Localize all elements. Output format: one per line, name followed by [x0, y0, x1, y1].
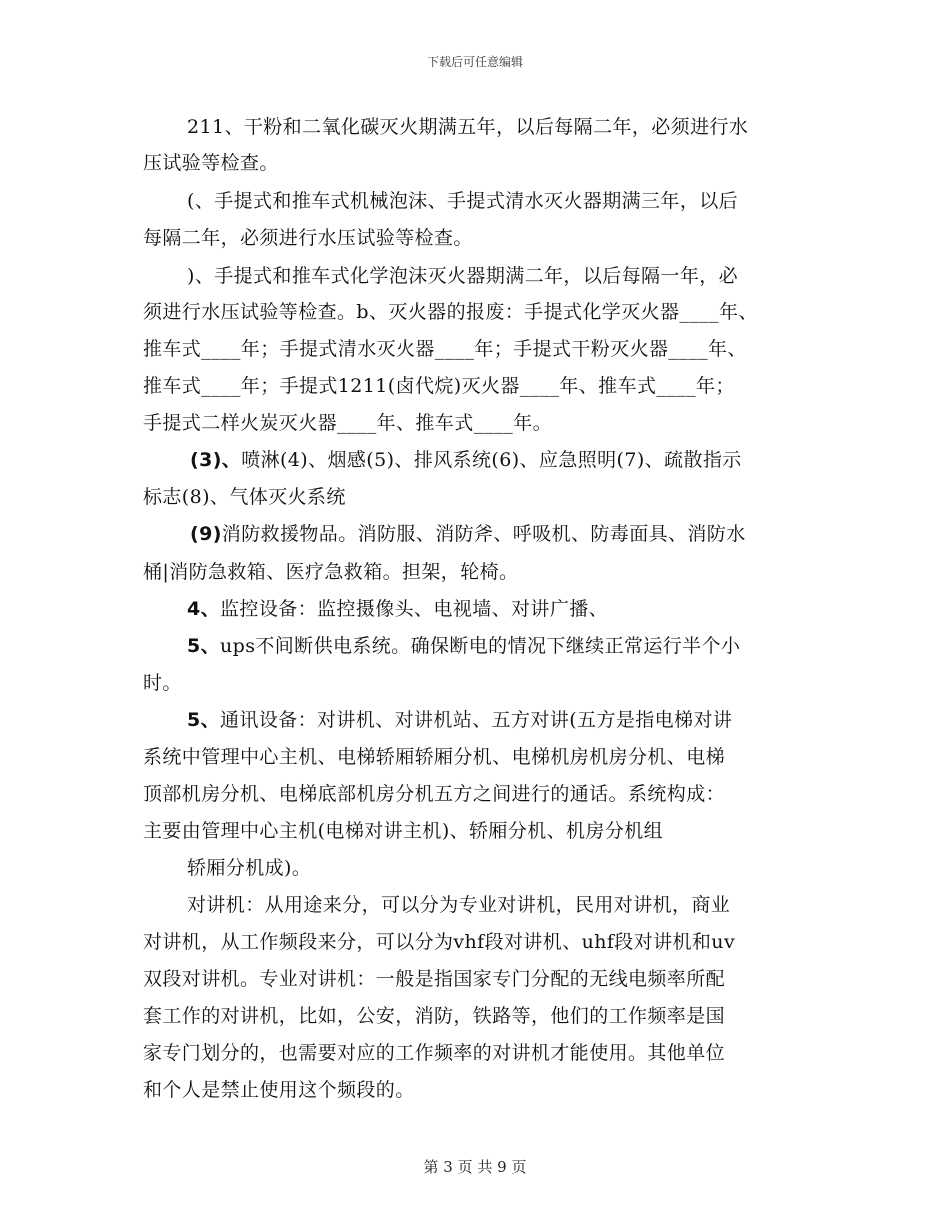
- text-line: 标志(8)、气体灭火系统: [143, 486, 346, 508]
- text-line: (、手提式和推车式机械泡沫、手提式清水灭火器期满三年，以后: [187, 190, 739, 212]
- text-line: 211、干粉和二氧化碳灭火期满五年，以后每隔二年，必须进行水: [187, 116, 749, 138]
- text-line: )、手提式和推车式化学泡沫灭火器期满二年，以后每隔一年，必: [187, 265, 739, 287]
- text-line: 手提式二样火炭灭火器____年、推车式____年。: [143, 412, 553, 434]
- item-number: 5、: [187, 709, 221, 731]
- text-line: 双段对讲机。专业对讲机：一般是指国家专门分配的无线电频率所配: [143, 968, 726, 990]
- page-footer: 第 3 页 共 9 页: [423, 1158, 527, 1176]
- item-number: (3)、: [190, 449, 242, 471]
- text-line-with-marker: [187, 597, 608, 621]
- text-line: 对讲机，从工作频段来分，可以分为vhf段对讲机、uhf段对讲机和uv: [143, 931, 736, 953]
- text-line: 轿厢分机成)。: [187, 857, 312, 879]
- text-line-with-marker: [190, 448, 742, 472]
- text-line-with-marker: [190, 522, 746, 546]
- text-line: 通讯设备：对讲机、对讲机站、五方对讲(五方是指电梯对讲: [220, 709, 733, 731]
- text-line: 每隔二年，必须进行水压试验等检查。: [143, 227, 473, 249]
- text-line: 须进行水压试验等检查。b、灭火器的报废：手提式化学灭火器____年、: [143, 301, 758, 323]
- text-line-with-marker: [187, 708, 732, 732]
- page-header: 下载后可任意编辑: [426, 55, 523, 69]
- text-line: 套工作的对讲机，比如，公安，消防，铁路等，他们的工作频率是国: [143, 1005, 726, 1027]
- text-line-with-marker: [187, 634, 740, 658]
- text-line: 家专门划分的，也需要对应的工作频率的对讲机才能使用。其他单位: [143, 1042, 726, 1064]
- text-line: 消防救援物品。消防服、消防斧、呼吸机、防毒面具、消防水: [221, 523, 746, 545]
- text-line: ups不间断供电系统。确保断电的情况下继续正常运行半个小: [220, 635, 741, 657]
- text-line: 压试验等检查。: [143, 152, 279, 174]
- text-line: 和个人是禁止使用这个频段的。: [143, 1079, 415, 1101]
- text-line: 监控设备：监控摄像头、电视墙、对讲广播、: [220, 598, 609, 620]
- text-line: 喷淋(4)、烟感(5)、排风系统(6)、应急照明(7)、疏散指示: [241, 449, 742, 471]
- text-line: 对讲机：从用途来分，可以分为专业对讲机，民用对讲机，商业: [187, 894, 731, 916]
- text-line: 主要由管理中心主机(电梯对讲主机)、轿厢分机、机房分机组: [143, 820, 664, 842]
- item-number: (9): [190, 523, 222, 545]
- item-number: 5、: [187, 635, 221, 657]
- text-line: 系统中管理中心主机、电梯轿厢轿厢分机、电梯机房机房分机、电梯: [143, 746, 726, 768]
- text-line: 推车式____年；手提式清水灭火器____年；手提式干粉灭火器____年、: [143, 338, 747, 360]
- text-line: 顶部机房分机、电梯底部机房分机五方之间进行的通话。系统构成：: [143, 783, 726, 805]
- text-line: 推车式____年；手提式1211(卤代烷)灭火器____年、推车式____年；: [143, 375, 735, 397]
- item-number: 4、: [187, 598, 221, 620]
- text-line: 桶|消防急救箱、医疗急救箱。担架，轮椅。: [143, 561, 519, 583]
- text-line: 时。: [143, 672, 182, 694]
